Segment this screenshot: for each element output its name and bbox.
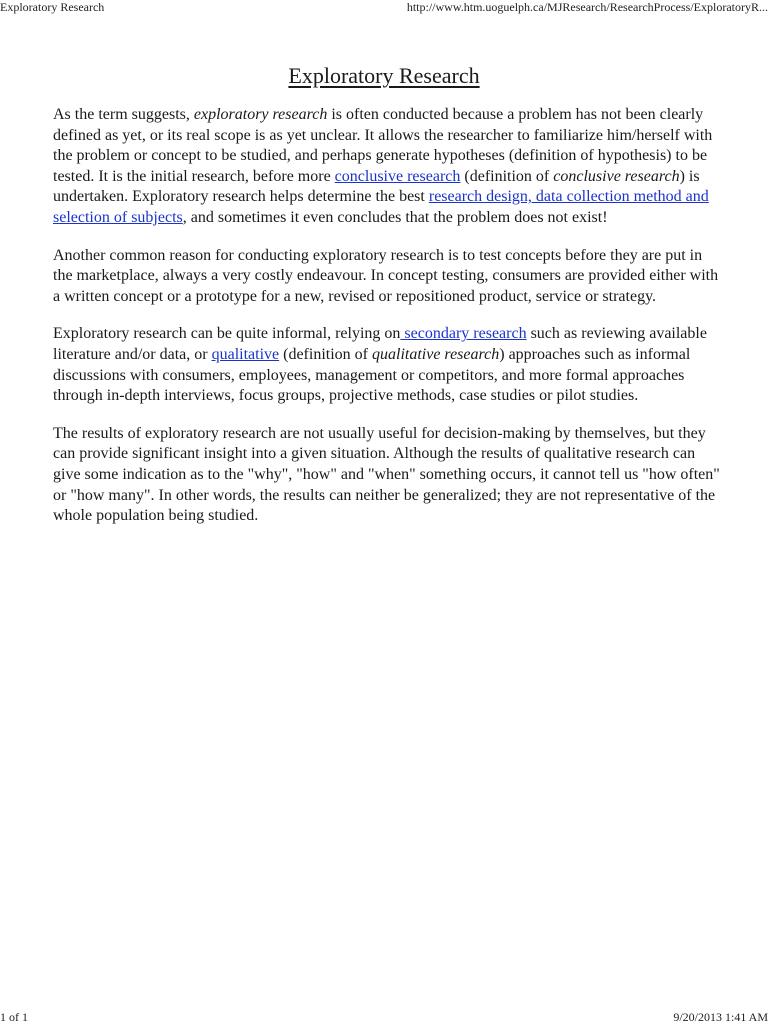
p1-italic-term: exploratory research (193, 106, 328, 123)
paragraph-1 (53, 105, 723, 229)
print-footer-timestamp: 9/20/2013 1:41 AM (673, 1010, 768, 1024)
p3-text-c: (definition of (279, 345, 372, 363)
p1-text-f: ) is undertaken. Exploratory research helps determine the best (53, 167, 700, 206)
conclusive-research-link[interactable]: conclusive research (334, 167, 461, 185)
print-footer-page-count: 1 of 1 (0, 1010, 28, 1024)
p1-text-g: , and sometimes it even concludes that the problem does not exist! (182, 208, 608, 226)
print-header-title: Exploratory Research (0, 0, 105, 14)
p1-text-d: (definition of (460, 167, 554, 185)
p1-italic-conclusive: conclusive research (553, 167, 680, 185)
article-body (53, 105, 723, 544)
p3-text-b: such as reviewing available literature and/or data, or (53, 325, 707, 363)
secondary-research-link[interactable]: secondary research (400, 325, 527, 343)
paragraph-2: Another common reason for conducting exploratory research is to test concepts before they are put in the marketplace, always a very costly endeavour. In concept testing, consumers are provided either with a written concept or a prototype for a new, revised or repositioned product, service or strategy. (53, 246, 719, 305)
p3-italic-qualitative: qualitative research (372, 345, 500, 363)
p3-text-e: ) approaches such as informal discussions with consumers, employees, management or competitors, and more formal approaches through in-depth interviews, focus groups, projective methods, case studies or pilot studies. (53, 345, 691, 405)
paragraph-3 (53, 324, 723, 406)
p1-text-a: As the term suggests, (53, 106, 194, 123)
paragraph-4: The results of exploratory research are not usually useful for decision-making by themselves, but they can provide significant insight into a given situation. Although the results of qualitative research can give some indication as to the "why", "how" and "when" something occurs, it cannot tell us "how often" or "how many". In other words, the results can neither be generalized; they are not representative of the whole population being studied. (53, 424, 720, 525)
p1-text-c: is often conducted because a problem has not been clearly defined as yet, or its real scope is as yet unclear. It allows the researcher to familiarize him/herself with the problem or concept to be studied, and perhaps generate hypotheses (definition of hypothesis) to be tested. It is the initial research, before more (53, 106, 713, 185)
research-design-link[interactable]: research design, data collection method and selection of subjects (53, 188, 709, 226)
qualitative-link[interactable]: qualitative (211, 345, 280, 363)
print-header-url: http://www.htm.uoguelph.ca/MJResearch/ResearchProcess/ExploratoryR... (406, 0, 768, 14)
page-title: Exploratory Research (288, 63, 480, 88)
p3-text-a: Exploratory research can be quite informal, relying on (53, 325, 401, 343)
